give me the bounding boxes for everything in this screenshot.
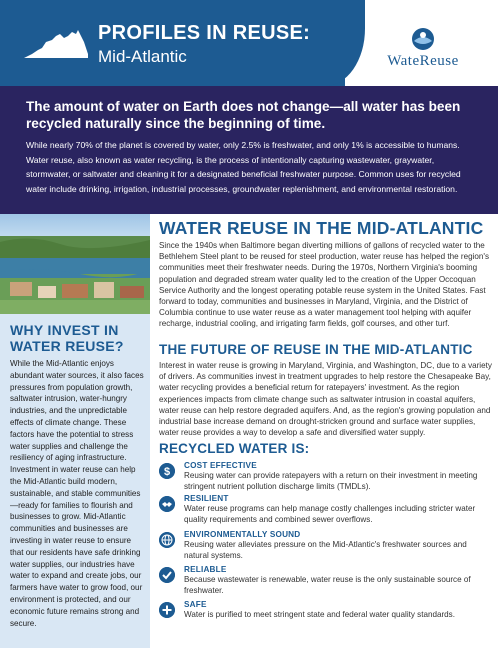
svg-text:$: $	[163, 466, 171, 478]
sidebar-why-invest	[0, 314, 150, 648]
list-item-cost-effective	[159, 461, 489, 495]
page-header	[0, 0, 498, 86]
section-body-future: Interest in water reuse is growing in Maryland, Virginia, and Washington, DC, due to a variety of drivers. As communities invest in treatment upgrades to help restore the Chesapeake Bay, water recycling provides a beneficial return for ratepayers' investment. As the region experiences impacts from climate change such as saltwater intrusion in coastal aquifers, water reuse can help restore degraded aquifers. And, as the region's growing population and industrial base increase demand on drought-stricken ground and surface water supplies, water reuse provides a way to develop a safe and diversified water supply.	[159, 361, 492, 438]
sidebar-heading: WHY INVEST IN WATER REUSE?	[10, 322, 124, 354]
list-item-title: SAFE	[184, 600, 207, 609]
intro-body: While nearly 70% of the planet is covered by water, only 2.5% is freshwater, and only 1% is accessible to humans. Water reuse, also known as water recycling, is the process of intentionally capturing wastewater, graywater, stormwater, or saltwater and cleaning it for a designated beneficial freshwater purpose. Common uses for recycled water include drinking, irrigation, industrial processes, groundwater replenishment, and environmental restoration.	[26, 140, 461, 194]
list-item-text: Because wastewater is renewable, water reuse is the only sustainable source of freshwater.	[184, 575, 471, 595]
section-heading-future: THE FUTURE OF REUSE IN THE MID-ATLANTIC	[159, 342, 473, 357]
page-title: PROFILES IN REUSE:	[98, 22, 311, 44]
list-item-reliable	[159, 565, 489, 599]
list-item-safe	[159, 600, 489, 634]
watereuse-logo	[368, 27, 478, 71]
list-item-environmentally-sound	[159, 530, 489, 564]
list-item-text: Water reuse programs can help manage costly challenges including stricter water quality requirements and combined sewer overflows.	[184, 504, 476, 524]
dollar-icon	[159, 463, 175, 479]
page-subtitle: Mid-Atlantic	[98, 47, 187, 66]
section-heading-recycled: RECYCLED WATER IS:	[159, 441, 310, 456]
section-body-water-reuse: Since the 1940s when Baltimore began diverting millions of gallons of recycled water to the Bethlehem Steel plant to be reused for steel production, water reuse has helped the region's communities meet their freshwater needs. During the 1970s, Northern Virginia's booming population and degraded stream water quality led to the creation of the Upper Occoquan Service Authority and the longest operating potable reuse system in the United States. Fast forward to today, communities and businesses in Maryland, Virginia, and the District of Columbia continue to use water reuse as a water management tool helping with aquifer recharge, industrial cooling, and irrigating farm fields, golf courses, and other turf.	[159, 241, 489, 329]
plus-icon	[159, 602, 175, 618]
list-item-text: Reusing water can provide ratepayers with a return on their investment in meeting stringent nutrient pollution discharge limits (TMDLs).	[184, 471, 478, 491]
harbor-photo	[0, 214, 150, 314]
list-item-text: Water is purified to meet stringent state and federal water quality standards.	[184, 610, 455, 619]
sidebar-body: While the Mid-Atlantic enjoys abundant water sources, it also faces pressures from population growth, saltwater intrusion, water-hungry industries, and the unpredictable effects of climate change. These factors have the potential to stress water supplies and challenge the resiliency of aging infrastructure. Investment in water reuse can help the Mid-Atlantic build modern, sustainable, and stable communities—ready for families to flourish and businesses to grow. Mid-Atlantic communities and businesses are investing in water reuse to ensure that our residents have safe drinking water supplies, our industries have water to expand and create jobs, our farmers have water to grow food, our environment is protected, and our economic future remains strong and secure.	[10, 359, 144, 628]
logo-text: WateReuse	[387, 53, 459, 69]
list-item-title: COST EFFECTIVE	[184, 461, 257, 470]
virginia-state-silhouette-icon	[22, 28, 90, 62]
list-item-title: RESILIENT	[184, 494, 229, 503]
list-item-text: Reusing water alleviates pressure on the Mid-Atlantic's freshwater sources and natural systems.	[184, 540, 467, 560]
globe-icon	[159, 532, 175, 548]
intro-headline: The amount of water on Earth does not change—all water has been recycled naturally since the beginning of time.	[26, 99, 461, 131]
list-item-title: ENVIRONMENTALLY SOUND	[184, 530, 301, 539]
harbor-photo-illustration	[0, 214, 150, 314]
section-heading-water-reuse: WATER REUSE IN THE MID-ATLANTIC	[159, 218, 484, 238]
checkmark-icon	[159, 567, 175, 583]
handshake-icon	[159, 496, 175, 512]
list-item-title: RELIABLE	[184, 565, 227, 574]
list-item-resilient	[159, 494, 489, 528]
intro-band	[0, 86, 498, 214]
water-drop-globe-icon	[410, 27, 436, 51]
